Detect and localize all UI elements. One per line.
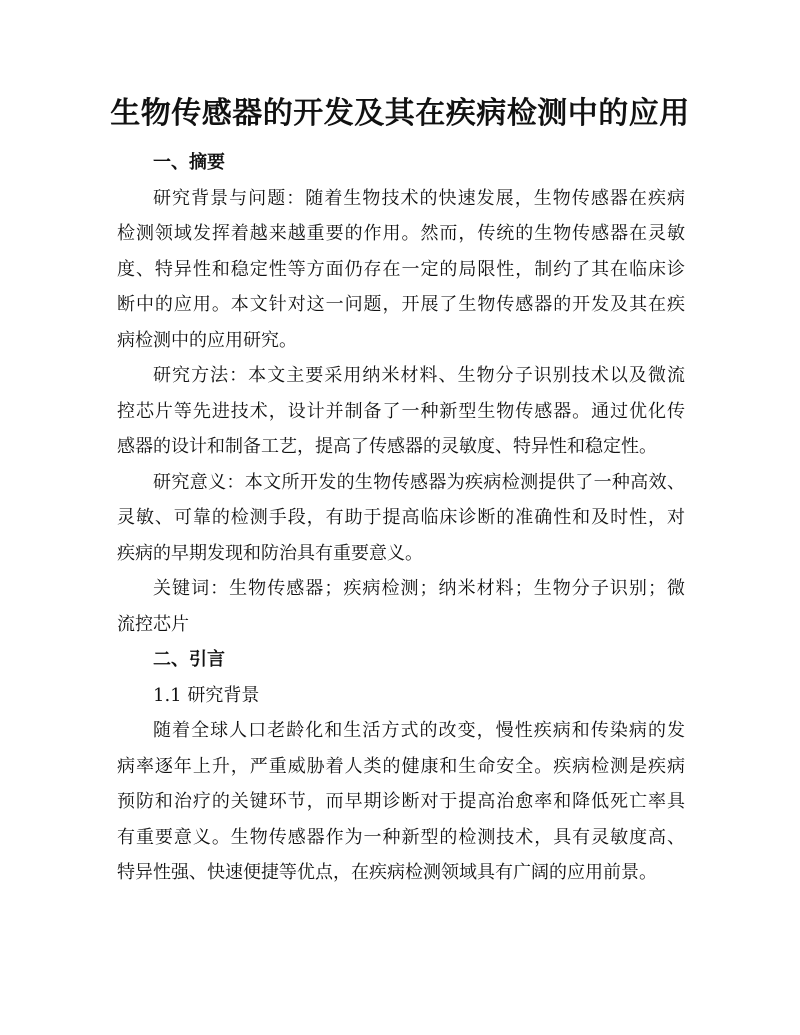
paragraph-line: 度、特异性和稳定性等方面仍存在一定的局限性，制约了其在临床诊 <box>117 258 685 280</box>
paragraph-line: 预防和治疗的关键环节，而早期诊断对于提高治愈率和降低死亡率具 <box>117 791 685 812</box>
paragraph-line: 特异性强、快速便捷等优点，在疾病检测领域具有广阔的应用前景。 <box>117 862 657 883</box>
paragraph-line: 研究背景与问题：随着生物技术的快速发展，生物传感器在疾病 <box>153 187 685 209</box>
paragraph-line: 有重要意义。生物传感器作为一种新型的检测技术，具有灵敏度高、 <box>117 826 685 848</box>
paragraph-research-method <box>117 358 685 465</box>
paragraph-line: 病率逐年上升，严重威胁着人类的健康和生命安全。疾病检测是疾病 <box>117 755 685 777</box>
paragraph-research-significance <box>117 465 685 572</box>
section-heading-abstract: 一、摘要 <box>153 152 225 173</box>
paragraph-line: 随着全球人口老龄化和生活方式的改变，慢性疾病和传染病的发 <box>153 720 685 741</box>
paragraph-line: 疾病的早期发现和防治具有重要意义。 <box>117 542 423 564</box>
document-body <box>117 145 685 891</box>
paragraph-line: 灵敏、可靠的检测手段，有助于提高临床诊断的准确性和及时性，对 <box>117 507 685 528</box>
paragraph-line: 感器的设计和制备工艺，提高了传感器的灵敏度、特异性和稳定性。 <box>117 436 657 457</box>
document-title: 生物传感器的开发及其在疾病检测中的应用 <box>110 96 690 131</box>
paragraph-line: 控芯片等先进技术，设计并制备了一种新型生物传感器。通过优化传 <box>117 400 685 422</box>
paragraph-line: 流控芯片 <box>117 613 189 635</box>
paragraph-line: 断中的应用。本文针对这一问题，开展了生物传感器的开发及其在疾 <box>117 294 685 315</box>
paragraph-line: 关键词：生物传感器；疾病检测；纳米材料；生物分子识别；微 <box>153 578 685 599</box>
paragraph-line: 检测领域发挥着越来越重要的作用。然而，传统的生物传感器在灵敏 <box>117 223 685 244</box>
paragraph-intro-background <box>117 713 685 891</box>
paragraph-keywords <box>117 571 685 642</box>
section-heading-introduction: 二、引言 <box>153 649 225 670</box>
subsection-heading-research-background: 1.1 研究背景 <box>153 684 260 706</box>
paragraph-line: 研究方法：本文主要采用纳米材料、生物分子识别技术以及微流 <box>153 365 685 386</box>
paragraph-research-background <box>117 181 685 359</box>
paragraph-line: 研究意义：本文所开发的生物传感器为疾病检测提供了一种高效、 <box>153 471 685 493</box>
paragraph-line: 病检测中的应用研究。 <box>117 329 297 351</box>
